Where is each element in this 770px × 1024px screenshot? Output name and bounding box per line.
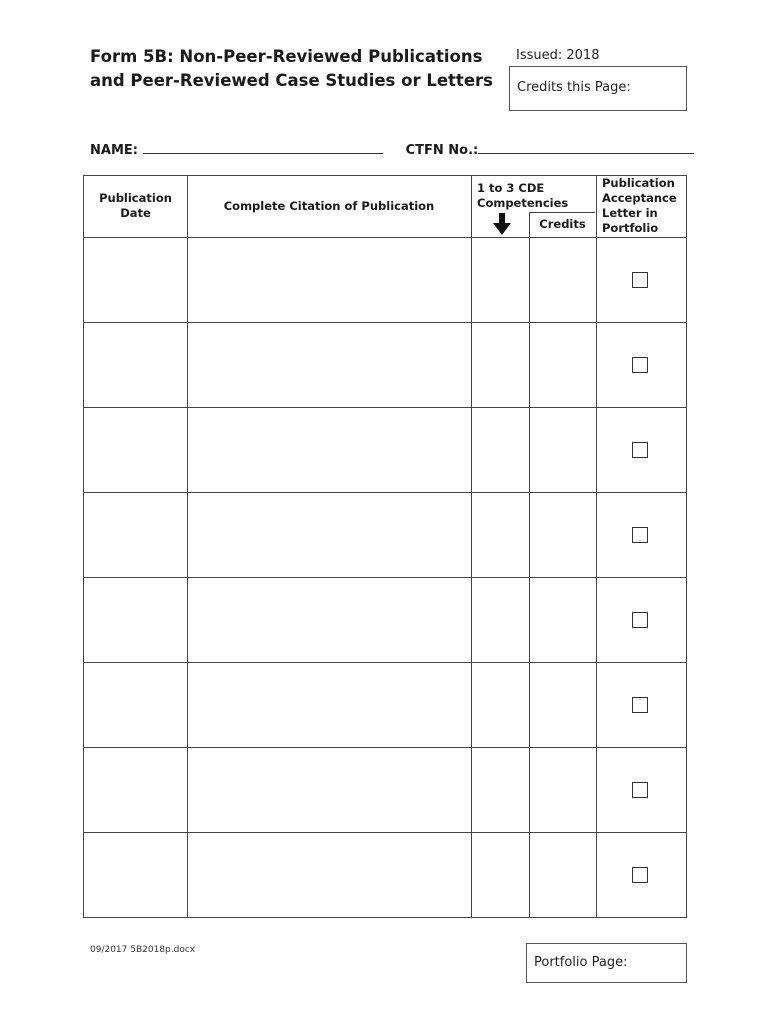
form-title-line-1: Form 5B: Non-Peer-Reviewed Publications: [90, 47, 483, 66]
ctfn-label: CTFN No.:: [405, 143, 479, 158]
col-divider: [596, 176, 597, 917]
acceptance-checkbox[interactable]: [632, 272, 648, 288]
row-divider: [84, 322, 686, 323]
header-divider: [84, 237, 686, 238]
acceptance-checkbox[interactable]: [632, 697, 648, 713]
row-divider: [84, 747, 686, 748]
portfolio-page-field[interactable]: [526, 943, 687, 983]
col-divider: [529, 212, 530, 917]
name-field[interactable]: [143, 142, 383, 154]
row-divider: [84, 492, 686, 493]
header-acceptance-letter: Publication Acceptance Letter in Portfolio: [602, 176, 677, 235]
header-citation: Complete Citation of Publication: [223, 199, 435, 213]
row-divider: [84, 577, 686, 578]
arrow-down-icon: [492, 213, 512, 235]
col-divider: [187, 176, 188, 917]
name-ctfn-row: [90, 142, 694, 158]
name-label: NAME:: [90, 143, 138, 158]
acceptance-checkbox[interactable]: [632, 357, 648, 373]
publications-table: [83, 175, 687, 918]
acceptance-checkbox[interactable]: [632, 867, 648, 883]
credits-this-page-field[interactable]: [509, 66, 687, 111]
portfolio-page-label: Portfolio Page:: [534, 955, 628, 970]
document-code: 09/2017 5B2018p.docx: [90, 945, 196, 955]
header-subdivider: [529, 212, 595, 213]
credits-this-page-label: Credits this Page:: [517, 80, 631, 95]
col-divider: [471, 176, 472, 917]
acceptance-checkbox[interactable]: [632, 442, 648, 458]
row-divider: [84, 662, 686, 663]
header-cde-competencies: 1 to 3 CDE Competencies: [477, 181, 569, 210]
row-divider: [84, 407, 686, 408]
acceptance-checkbox[interactable]: [632, 782, 648, 798]
form-title-line-2: and Peer-Reviewed Case Studies or Letters: [90, 71, 493, 90]
issued-label: Issued: 2018: [516, 48, 600, 63]
header-publication-date: Publication Date: [99, 191, 172, 220]
acceptance-checkbox[interactable]: [632, 527, 648, 543]
acceptance-checkbox[interactable]: [632, 612, 648, 628]
form-title: [90, 45, 493, 93]
header-credits: Credits: [539, 217, 586, 231]
ctfn-field[interactable]: [478, 142, 694, 154]
row-divider: [84, 832, 686, 833]
